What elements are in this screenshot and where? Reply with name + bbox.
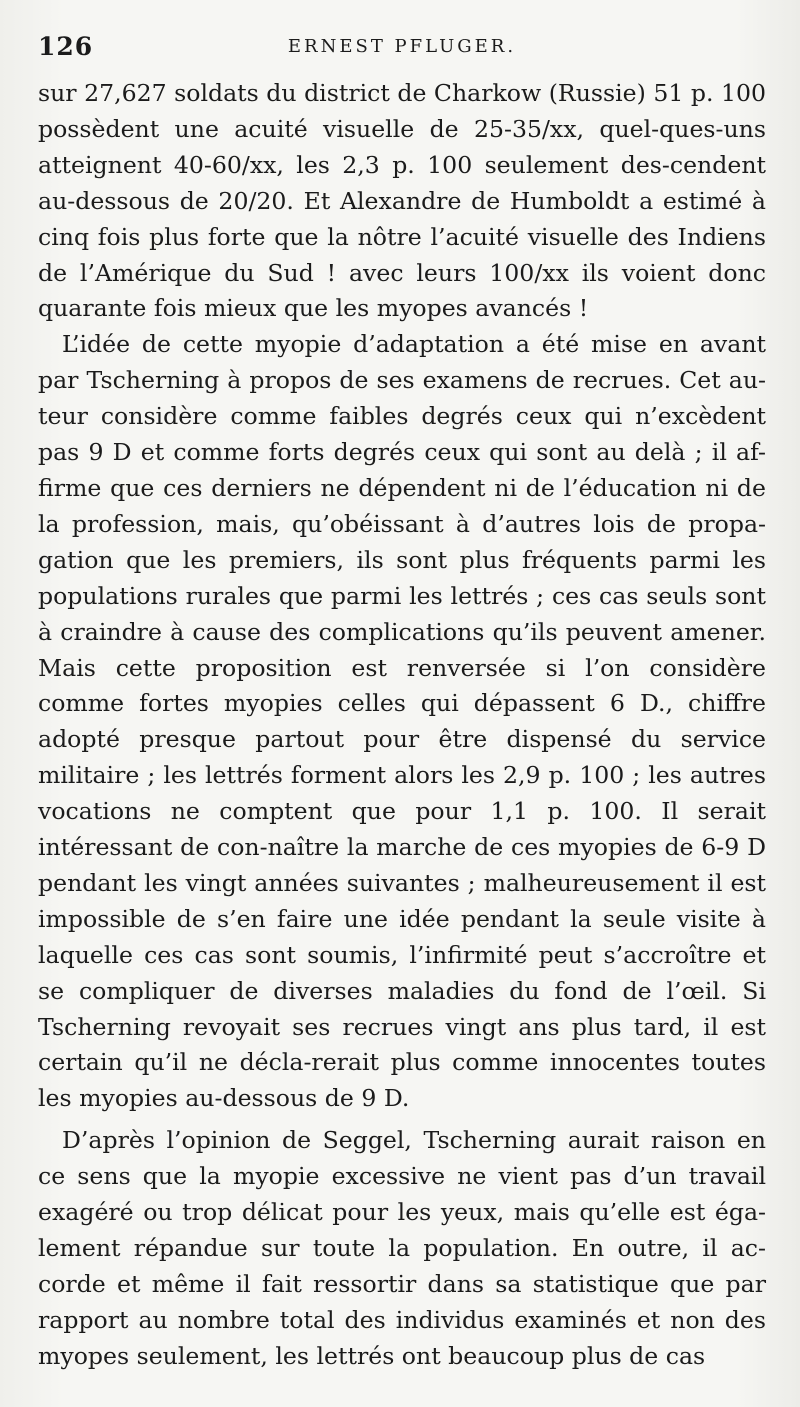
paragraph-continued: sur 27,627 soldats du district de Charkow (Russie) 51 p. 100 possèdent une acuité visuelle de 25-35/xx, quel-ques-uns atteignent 40-60/xx, les 2,3 p. 100 seulement des-cendent au-dessous de 20/20. Et Alexandre de Humboldt a estimé à cinq fois plus forte que la nôtre l’acuité visuelle des Indiens de l’Amérique du Sud ! avec leurs 100/xx ils voient donc quarante fois mieux que les myopes avancés ! bbox=[38, 79, 766, 323]
running-title-author: ERNEST PFLUGER. bbox=[287, 36, 517, 57]
paragraph-tscherning: L’idée de cette myopie d’adaptation a été mise en avant par Tscherning à propos de ses examens de recrues. Cet au-teur considère comme faibles degrés ceux qui n’excèdent pas 9 D et comme forts degrés ceux qui sont au delà ; il af-firme que ces derniers ne dépendent ni de l’éducation ni de la profession, mais, qu’obéissant à d’autres lois de propa-gation que les premiers, ils sont plus fréquents parmi les populations rurales que parmi les lettrés ; ces cas seuls sont à craindre à cause des complications qu’ils peuvent amener. Mais cette proposition est renversée si l’on considère comme fortes myopies celles qui dépassent 6 D., chiffre adopté presque partout pour être dispensé du service militaire ; les lettrés forment alors les 2,9 p. 100 ; les autres vocations ne comptent que pour 1,1 p. 100. Il serait intéressant de con-naître la marche de ces myopies de 6-9 D pendant les vingt années suivantes ; malheureusement il est impossible de s’en faire une idée pendant la seule visite à laquelle ces cas sont soumis, l’infirmité peut s’accroître et se compliquer de diverses maladies du fond de l’œil. Si Tscherning revoyait ses recrues vingt ans plus tard, il est certain qu’il ne décla-rerait plus comme innocentes toutes les myopies au-dessous de 9 D. bbox=[38, 330, 766, 1113]
page-number: 126 bbox=[38, 32, 94, 61]
body-text bbox=[38, 76, 766, 1375]
paragraph-seggel: D’après l’opinion de Seggel, Tscherning aurait raison en ce sens que la myopie excessive ne vient pas d’un travail exagéré ou trop délicat pour les yeux, mais qu’elle est éga-lement répandue sur toute la population. En outre, il ac-corde et même il fait ressortir dans sa statistique que par rapport au nombre total des individus examinés et non des myopes seulement, les lettrés ont beaucoup plus de cas bbox=[38, 1126, 766, 1370]
running-head bbox=[38, 32, 766, 66]
